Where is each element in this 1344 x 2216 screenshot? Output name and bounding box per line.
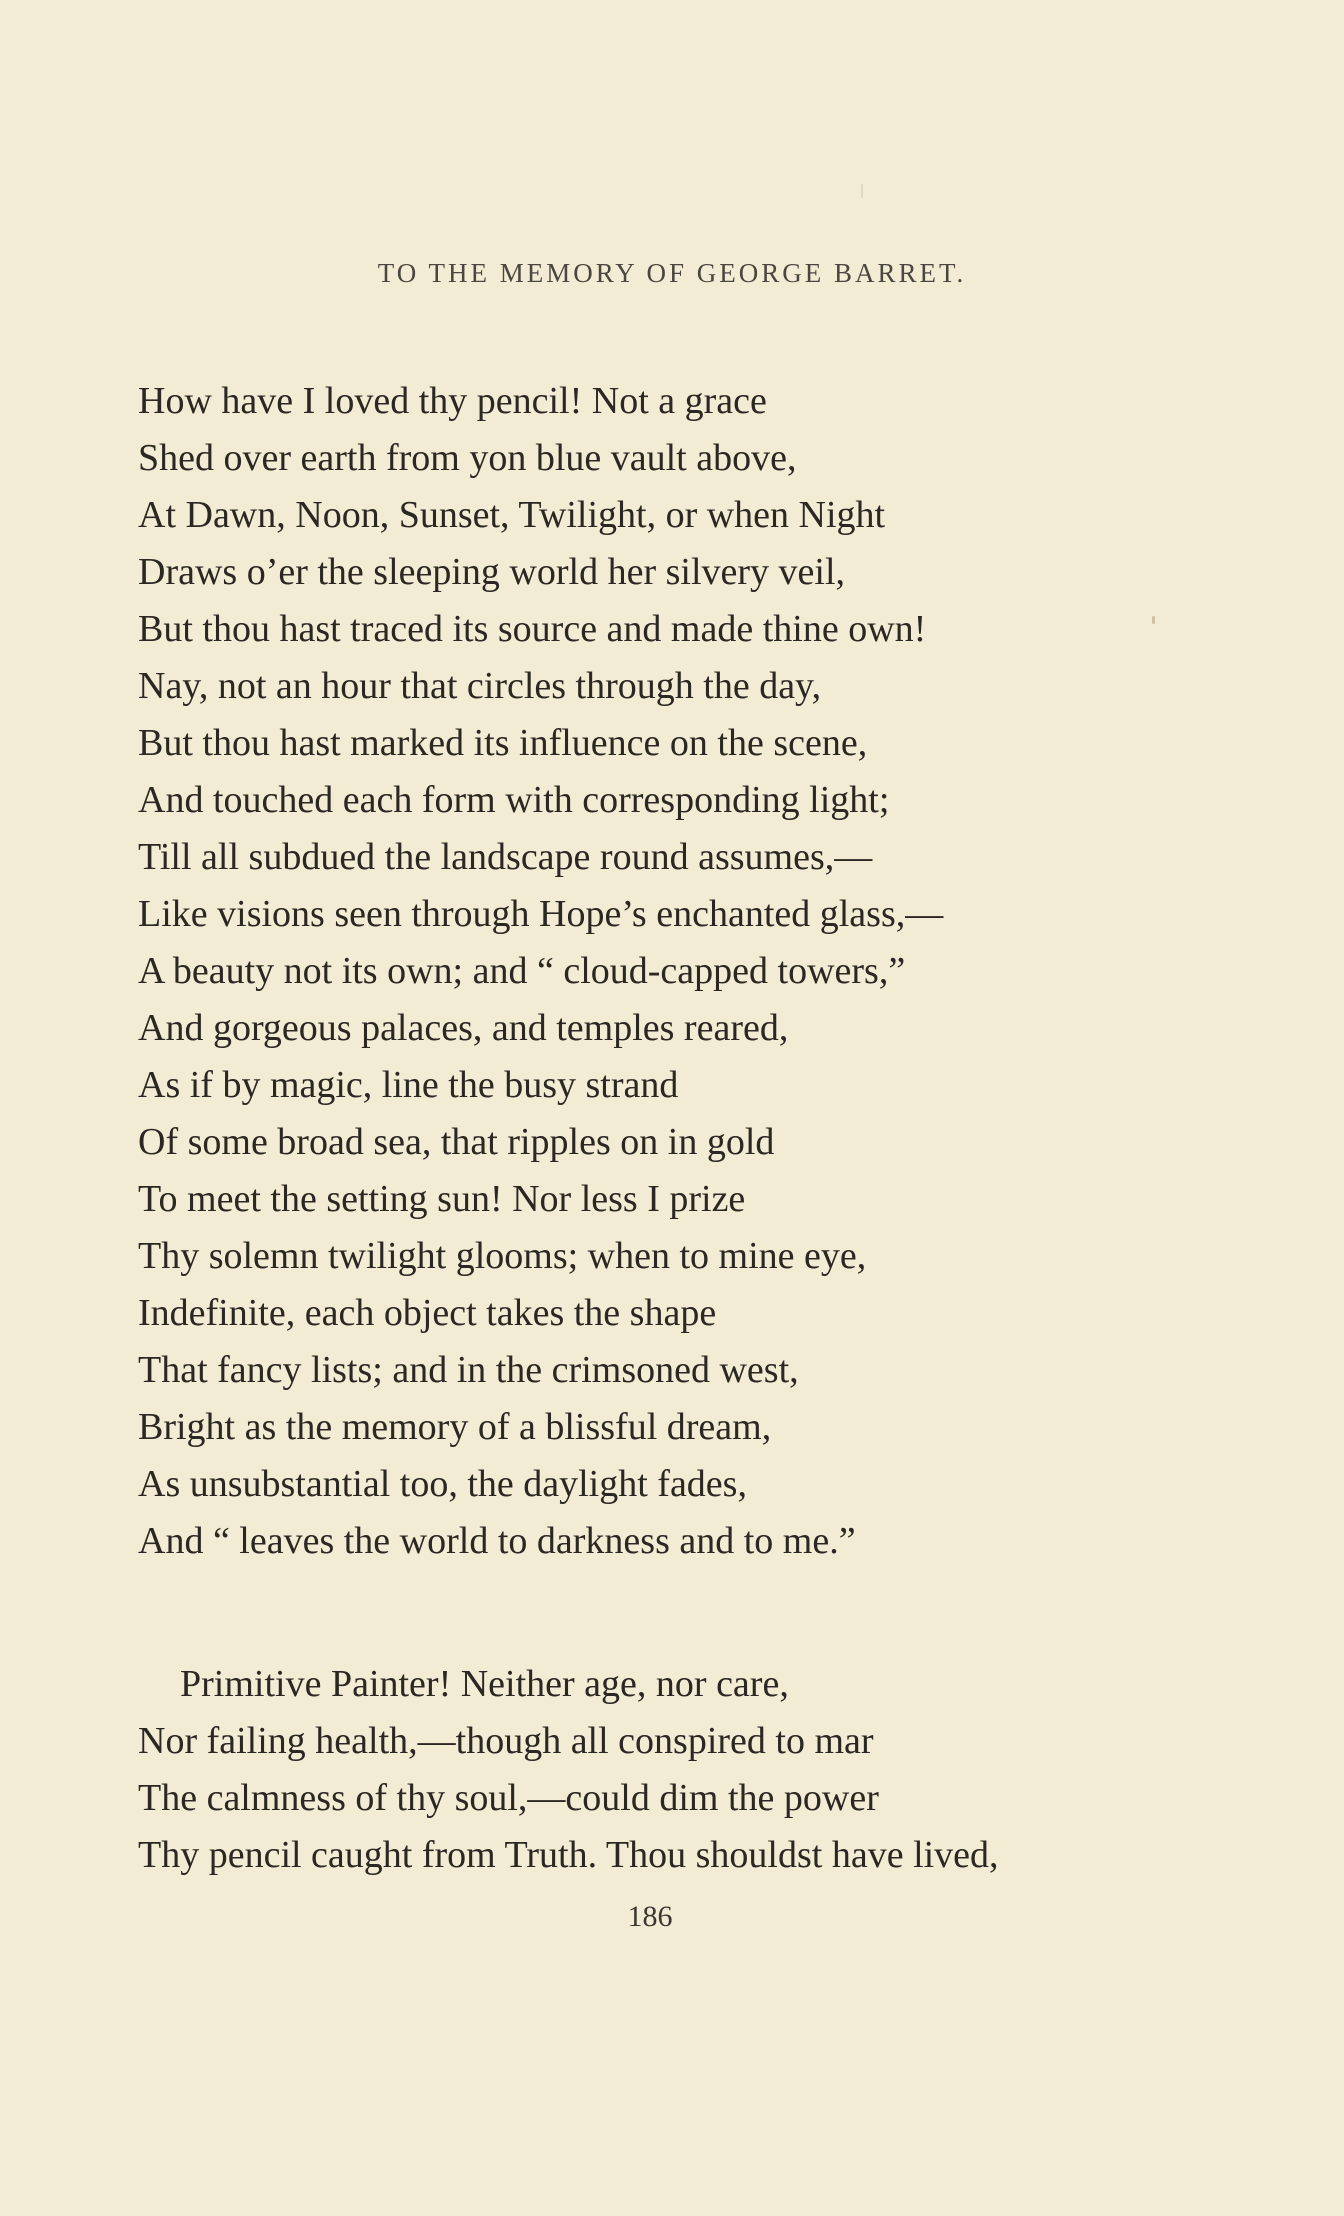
paper-speck (861, 184, 863, 198)
poem-line: But thou hast marked its influence on the scene, (138, 722, 868, 764)
poem-line: Draws o’er the sleeping world her silvery veil, (138, 551, 846, 593)
poem-line: Primitive Painter! Neither age, nor care, (180, 1663, 789, 1705)
poem-line: And “ leaves the world to darkness and to me.” (138, 1520, 856, 1562)
poem-line: At Dawn, Noon, Sunset, Twilight, or when Night (138, 494, 886, 536)
poem-line: Nor failing health,—though all conspired to mar (138, 1720, 874, 1762)
poem-line: Indefinite, each object takes the shape (138, 1292, 717, 1334)
poem-line: To meet the setting sun! Nor less I prize (138, 1178, 746, 1220)
stanza-2 (138, 1656, 1238, 1884)
poem-line: How have I loved thy pencil! Not a grace (138, 380, 767, 422)
poem-line: Thy solemn twilight glooms; when to mine eye, (138, 1235, 867, 1277)
stanza-1 (138, 373, 1238, 1570)
poem-line: Of some broad sea, that ripples on in gold (138, 1121, 775, 1163)
poem-line: A beauty not its own; and “ cloud-capped towers,” (138, 950, 906, 992)
paper-speck (1152, 616, 1155, 624)
poem-line: And touched each form with corresponding light; (138, 779, 890, 821)
running-head: TO THE MEMORY OF GEORGE BARRET. (377, 258, 967, 288)
poem-line: But thou hast traced its source and made thine own! (138, 608, 927, 650)
poem-line: And gorgeous palaces, and temples reared, (138, 1007, 789, 1049)
poem-line: As unsubstantial too, the daylight fades, (138, 1463, 747, 1505)
poem-line: Like visions seen through Hope’s enchanted glass,— (138, 893, 944, 935)
poem-line: Thy pencil caught from Truth. Thou shouldst have lived, (138, 1834, 999, 1876)
poem-line: As if by magic, line the busy strand (138, 1064, 679, 1106)
poem-line: That fancy lists; and in the crimsoned west, (138, 1349, 799, 1391)
poem-line: Till all subdued the landscape round assumes,— (138, 836, 873, 878)
page-number: 186 (627, 1900, 673, 1933)
poem-line: Nay, not an hour that circles through the day, (138, 665, 822, 707)
poem-line: The calmness of thy soul,—could dim the power (138, 1777, 879, 1819)
poem-line: Bright as the memory of a blissful dream, (138, 1406, 772, 1448)
poem-line: Shed over earth from yon blue vault above, (138, 437, 797, 479)
